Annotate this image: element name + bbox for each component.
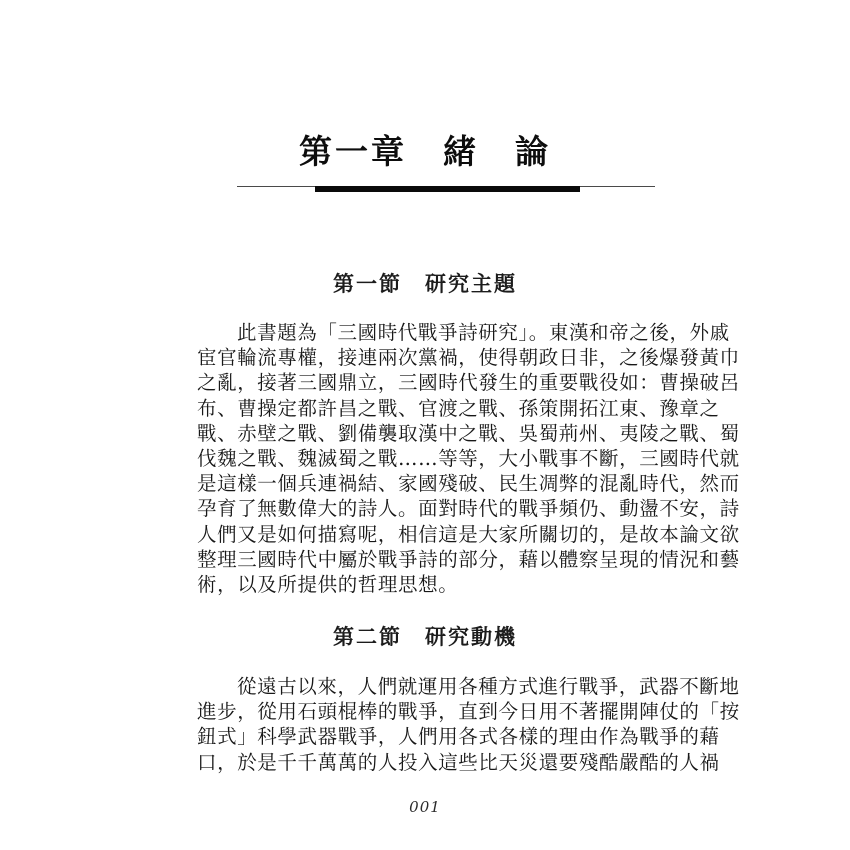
section-heading-1: 第一節 研究主題 <box>333 271 517 296</box>
paragraph-2 <box>197 674 740 775</box>
body-line: 術，以及所提供的哲理思想。 <box>197 572 459 596</box>
section-heading-2: 第二節 研究動機 <box>333 624 517 649</box>
body-line: 布、曹操定都許昌之戰、官渡之戰、孫策開拓江東、豫章之 <box>197 396 720 420</box>
body-line: 口，於是千千萬萬的人投入這些比天災還要殘酷嚴酷的人禍 <box>197 750 720 774</box>
body-line: 此書題為「三國時代戰爭詩研究」。東漢和帝之後，外戚 <box>237 321 730 344</box>
page-title: 第一章 緒 論 <box>299 132 551 171</box>
paragraph-1 <box>197 320 740 597</box>
page-number: 001 <box>409 798 441 816</box>
body-line: 整理三國時代中屬於戰爭詩的部分，藉以體察呈現的情況和藝 <box>197 547 740 571</box>
body-line: 宦官輪流專權，接連兩次黨禍，使得朝政日非，之後爆發黃巾 <box>197 346 740 370</box>
body-line: 之亂，接著三國鼎立，三國時代發生的重要戰役如：曹操破呂 <box>197 371 740 395</box>
body-line: 人們又是如何描寫呢，相信這是大家所關切的，是故本論文欲 <box>197 522 740 546</box>
body-line: 是這樣一個兵連禍結、家國殘破、民生凋弊的混亂時代，然而 <box>197 472 740 496</box>
body-line: 進步，從用石頭棍棒的戰爭，直到今日用不著擺開陣仗的「按 <box>197 700 740 724</box>
body-line: 伐魏之戰、魏滅蜀之戰……等等，大小戰事不斷，三國時代就 <box>197 446 740 470</box>
title-rule-thick <box>315 186 580 192</box>
body-line: 孕育了無數偉大的詩人。面對時代的戰爭頻仍、動盪不安，詩 <box>197 497 740 521</box>
body-line: 戰、赤壁之戰、劉備襲取漢中之戰、吳蜀荊州、夷陵之戰、蜀 <box>197 421 740 445</box>
body-line: 鈕式」科學武器戰爭，人們用各式各樣的理由作為戰爭的藉 <box>197 725 720 749</box>
body-line: 從遠古以來，人們就運用各種方式進行戰爭，武器不斷地 <box>237 675 740 698</box>
